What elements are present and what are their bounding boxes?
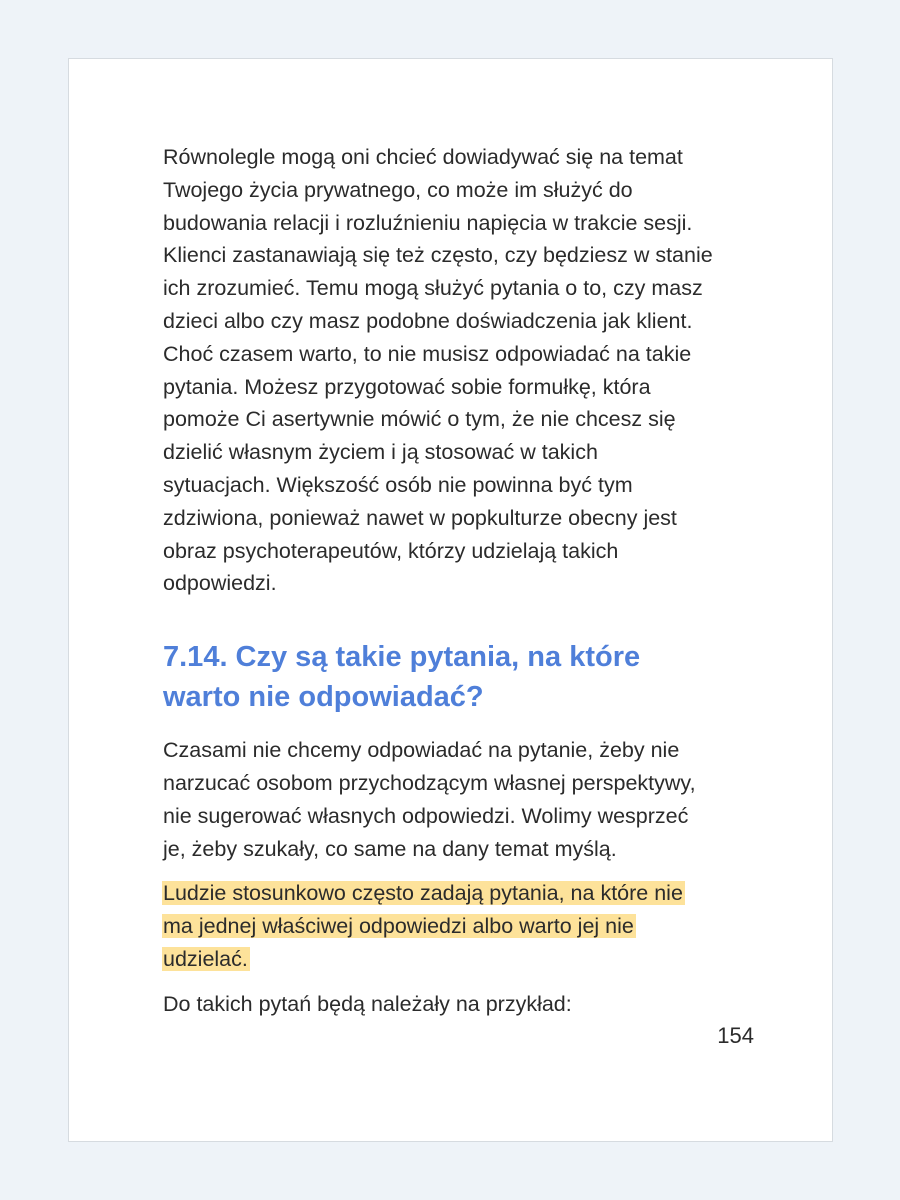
text-line: nie sugerować własnych odpowiedzi. Wolimy wesprzeć — [163, 803, 689, 828]
text-line: dzielić własnym życiem i ją stosować w takich — [163, 440, 598, 465]
section-heading — [163, 637, 763, 717]
highlighted-line — [163, 943, 763, 976]
text-line: Klienci zastanawiają się też często, czy będziesz w stanie — [163, 243, 713, 268]
text-line: narzucać osobom przychodzącym własnej perspektywy, — [163, 770, 696, 795]
text-line: Czasami nie chcemy odpowiadać na pytanie, żeby nie — [163, 738, 680, 763]
text-line: budowania relacji i rozluźnieniu napięcia w trakcie sesji. — [163, 210, 693, 235]
heading-line: warto nie odpowiadać? — [163, 681, 484, 714]
highlighted-line — [163, 910, 763, 943]
heading-line: 7.14. Czy są takie pytania, na które — [163, 641, 641, 674]
text-line: Równolegle mogą oni chcieć dowiadywać się na temat — [163, 145, 683, 169]
text-line: ich zrozumieć. Temu mogą służyć pytania o to, czy masz — [163, 276, 703, 301]
highlight-mark: Ludzie stosunkowo często zadają pytania, na które nie — [163, 881, 683, 906]
highlighted-line — [163, 877, 763, 910]
highlight-mark: ma jednej właściwej odpowiedzi albo warto jej nie — [163, 914, 634, 939]
text-line: sytuacjach. Większość osób nie powinna być tym — [163, 472, 633, 497]
text-line: obraz psychoterapeutów, którzy udzielają takich — [163, 538, 619, 563]
body-paragraph-3 — [163, 988, 763, 1021]
body-paragraph-2 — [163, 734, 763, 865]
text-line: zdziwiona, ponieważ nawet w popkulturze obecny jest — [163, 505, 677, 530]
text-line: dzieci albo czy masz podobne doświadczenia jak klient. — [163, 308, 693, 333]
text-line: odpowiedzi. — [163, 571, 277, 596]
highlight-mark: udzielać. — [163, 946, 248, 971]
text-line: je, żeby szukały, co same na dany temat myślą. — [163, 836, 617, 861]
text-line: Twojego życia prywatnego, co może im służyć do — [163, 177, 633, 202]
highlighted-paragraph — [163, 877, 763, 975]
text-line: pomoże Ci asertywnie mówić o tym, że nie chcesz się — [163, 407, 676, 432]
page-number: 154 — [717, 1023, 754, 1048]
page-content — [163, 141, 763, 1021]
text-line: Choć czasem warto, to nie musisz odpowiadać na takie — [163, 341, 692, 366]
text-line: Do takich pytań będą należały na przykład: — [163, 991, 572, 1016]
text-line: pytania. Możesz przygotować sobie formułkę, która — [163, 374, 651, 399]
body-paragraph-1 — [163, 141, 763, 600]
document-page — [68, 58, 833, 1142]
